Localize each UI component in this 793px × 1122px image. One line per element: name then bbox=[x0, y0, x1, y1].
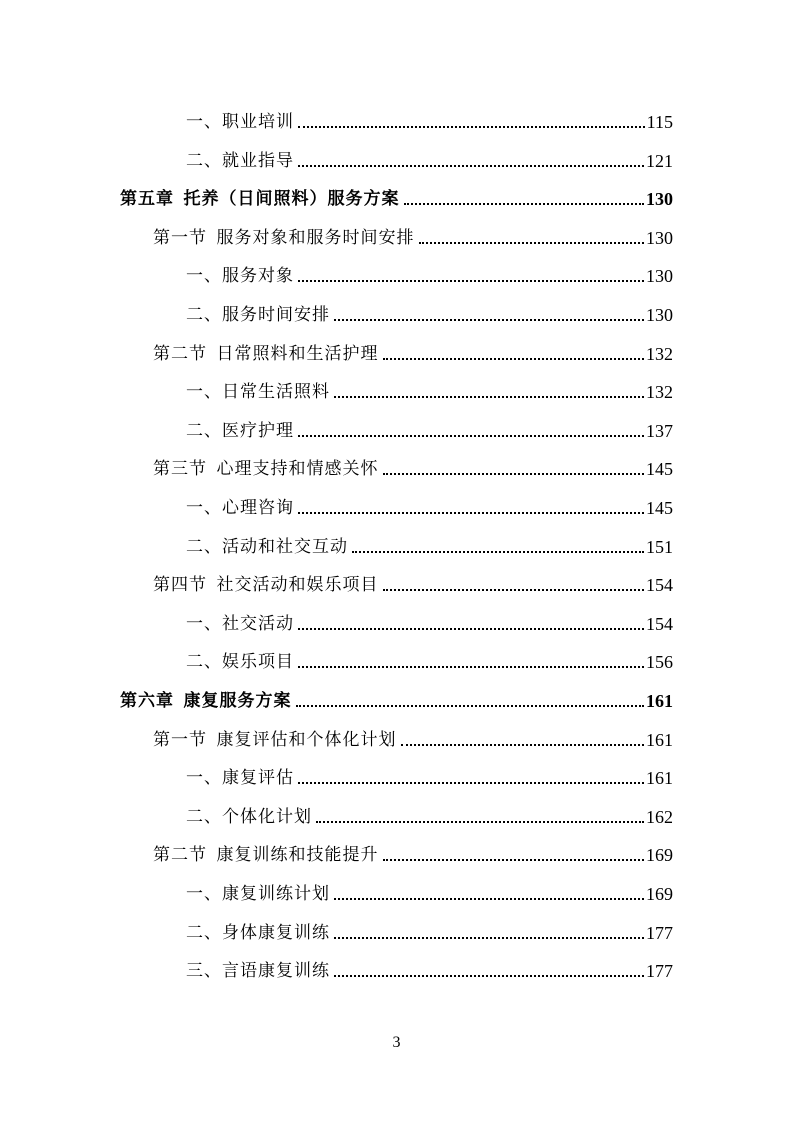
toc-entry-title: 服务对象和服务时间安排 bbox=[216, 228, 415, 248]
dot-leader bbox=[298, 126, 645, 128]
dot-leader bbox=[298, 512, 644, 514]
toc-entry-page: 156 bbox=[646, 652, 673, 672]
toc-entry-title: 服务时间安排 bbox=[222, 305, 330, 325]
toc-entry-title: 康复训练和技能提升 bbox=[216, 845, 379, 865]
toc-entry-title: 就业指导 bbox=[222, 151, 294, 171]
toc-entry-title: 康复训练计划 bbox=[222, 884, 330, 904]
toc-entry-number: 一、 bbox=[186, 884, 222, 904]
toc-entry-label bbox=[186, 768, 294, 788]
toc-entry-label bbox=[186, 652, 294, 672]
toc-entry-page: 169 bbox=[646, 845, 673, 865]
toc-entry-page: 161 bbox=[646, 768, 673, 788]
toc-entry-label bbox=[153, 228, 415, 248]
toc-entry-label bbox=[186, 382, 330, 402]
toc-entry-title: 日常照料和生活护理 bbox=[216, 344, 379, 364]
toc-entry-title: 活动和社交互动 bbox=[222, 537, 348, 557]
toc-entry-label bbox=[186, 305, 330, 325]
toc-entry-page: 145 bbox=[646, 498, 673, 518]
toc-entry-page: 132 bbox=[646, 382, 673, 402]
toc-entry[interactable] bbox=[120, 179, 673, 209]
toc-entry[interactable] bbox=[153, 334, 673, 364]
toc-entry[interactable] bbox=[186, 256, 673, 286]
toc-entry[interactable] bbox=[186, 372, 673, 402]
toc-entry-title: 康复服务方案 bbox=[183, 691, 292, 711]
dot-leader bbox=[298, 280, 644, 282]
toc-entry-number: 一、 bbox=[186, 614, 222, 634]
toc-entry-page: 161 bbox=[646, 691, 673, 711]
toc-entry-title: 康复评估 bbox=[222, 768, 294, 788]
toc-entry-number: 二、 bbox=[186, 421, 222, 441]
toc-entry-title: 社交活动和娱乐项目 bbox=[216, 575, 379, 595]
dot-leader bbox=[383, 473, 645, 475]
toc-entry-label bbox=[186, 884, 330, 904]
toc-entry-label bbox=[186, 961, 330, 981]
toc-entry-label bbox=[153, 344, 379, 364]
toc-entry[interactable] bbox=[186, 951, 673, 981]
toc-entry-title: 托养（日间照料）服务方案 bbox=[183, 189, 400, 209]
toc-entry-page: 121 bbox=[646, 151, 673, 171]
toc-entry-number: 第三节 bbox=[153, 459, 207, 479]
toc-entry-label bbox=[186, 151, 294, 171]
toc-entry-number: 二、 bbox=[186, 652, 222, 672]
toc-entry[interactable] bbox=[186, 758, 673, 788]
toc-entry-number: 一、 bbox=[186, 266, 222, 286]
toc-entry[interactable] bbox=[120, 681, 673, 711]
dot-leader bbox=[334, 975, 644, 977]
page-number: 3 bbox=[392, 1034, 401, 1051]
toc-entry[interactable] bbox=[186, 295, 673, 325]
toc-entry-page: 145 bbox=[646, 459, 673, 479]
toc-entry-label bbox=[186, 807, 312, 827]
toc-entry-number: 第二节 bbox=[153, 845, 207, 865]
dot-leader bbox=[383, 589, 645, 591]
toc-entry-label bbox=[120, 691, 292, 711]
toc-entry-page: 162 bbox=[646, 807, 673, 827]
toc-entry-number: 第五章 bbox=[120, 189, 174, 209]
toc-entry-number: 一、 bbox=[186, 768, 222, 788]
dot-leader bbox=[383, 859, 645, 861]
toc-entry-page: 130 bbox=[646, 189, 673, 209]
toc-entry-number: 第四节 bbox=[153, 575, 207, 595]
toc-entry-title: 职业培训 bbox=[222, 112, 294, 132]
toc-entry-number: 一、 bbox=[186, 498, 222, 518]
toc-entry-title: 身体康复训练 bbox=[222, 923, 330, 943]
toc-entry-label bbox=[186, 537, 348, 557]
toc-entry[interactable] bbox=[186, 642, 673, 672]
toc-entry-number: 二、 bbox=[186, 923, 222, 943]
dot-leader bbox=[334, 319, 644, 321]
toc-entry[interactable] bbox=[153, 835, 673, 865]
toc-entry-page: 154 bbox=[646, 614, 673, 634]
toc-entry-number: 二、 bbox=[186, 537, 222, 557]
toc-entry[interactable] bbox=[186, 488, 673, 518]
toc-entry-label bbox=[186, 923, 330, 943]
toc-entry[interactable] bbox=[153, 449, 673, 479]
dot-leader bbox=[383, 358, 645, 360]
toc-entry-label bbox=[186, 112, 294, 132]
toc-entry-label bbox=[153, 575, 379, 595]
toc-entry-title: 娱乐项目 bbox=[222, 652, 294, 672]
toc-entry-page: 137 bbox=[646, 421, 673, 441]
toc-entry-page: 154 bbox=[646, 575, 673, 595]
toc-entry-page: 115 bbox=[646, 112, 673, 132]
dot-leader bbox=[419, 242, 645, 244]
dot-leader bbox=[298, 666, 644, 668]
toc-entry-title: 个体化计划 bbox=[222, 807, 312, 827]
dot-leader bbox=[334, 937, 644, 939]
toc-entry[interactable] bbox=[153, 218, 673, 248]
toc-entry-page: 177 bbox=[646, 923, 673, 943]
dot-leader bbox=[316, 821, 644, 823]
toc-entry-number: 一、 bbox=[186, 382, 222, 402]
toc-entry[interactable] bbox=[186, 913, 673, 943]
dot-leader bbox=[296, 705, 645, 707]
toc-entry-number: 一、 bbox=[186, 112, 222, 132]
toc-entry[interactable] bbox=[186, 102, 673, 132]
dot-leader bbox=[298, 165, 644, 167]
toc-entry-page: 130 bbox=[646, 228, 673, 248]
toc-entry-label bbox=[120, 189, 400, 209]
toc-entry[interactable] bbox=[186, 411, 673, 441]
toc-entry-label bbox=[186, 266, 294, 286]
toc-entry-title: 心理支持和情感关怀 bbox=[216, 459, 379, 479]
toc-entry-title: 心理咨询 bbox=[222, 498, 294, 518]
toc-entry-title: 社交活动 bbox=[222, 614, 294, 634]
dot-leader bbox=[334, 898, 644, 900]
toc-entry-number: 第一节 bbox=[153, 730, 207, 750]
toc-entry-title: 医疗护理 bbox=[222, 421, 294, 441]
toc-entry[interactable] bbox=[186, 141, 673, 171]
toc-entry-number: 第一节 bbox=[153, 228, 207, 248]
toc-entry[interactable] bbox=[186, 527, 673, 557]
toc-entry-title: 日常生活照料 bbox=[222, 382, 330, 402]
toc-entry-number: 二、 bbox=[186, 807, 222, 827]
toc-entry-page: 151 bbox=[646, 537, 673, 557]
toc-entry[interactable] bbox=[186, 874, 673, 904]
toc-entry-page: 132 bbox=[646, 344, 673, 364]
toc-entry-page: 130 bbox=[646, 305, 673, 325]
toc-entry[interactable] bbox=[186, 797, 673, 827]
toc-entry[interactable] bbox=[186, 604, 673, 634]
toc-entry-label bbox=[153, 845, 379, 865]
dot-leader bbox=[298, 435, 644, 437]
dot-leader bbox=[298, 782, 644, 784]
toc-entry[interactable] bbox=[153, 720, 673, 750]
toc-entry-label bbox=[186, 421, 294, 441]
toc-entry-number: 第六章 bbox=[120, 691, 174, 711]
toc-entry-page: 169 bbox=[646, 884, 673, 904]
toc-entry-title: 康复评估和个体化计划 bbox=[216, 730, 397, 750]
dot-leader bbox=[401, 744, 645, 746]
dot-leader bbox=[334, 396, 644, 398]
toc-entry-number: 二、 bbox=[186, 305, 222, 325]
toc-entry-label bbox=[186, 498, 294, 518]
toc-entry-title: 言语康复训练 bbox=[222, 961, 330, 981]
toc-entry-title: 服务对象 bbox=[222, 266, 294, 286]
toc-entry[interactable] bbox=[153, 565, 673, 595]
toc-entry-number: 三、 bbox=[186, 961, 222, 981]
dot-leader bbox=[298, 628, 644, 630]
toc-entry-label bbox=[153, 459, 379, 479]
toc-entry-page: 177 bbox=[646, 961, 673, 981]
toc-entry-page: 130 bbox=[646, 266, 673, 286]
toc-entry-page: 161 bbox=[646, 730, 673, 750]
toc-entry-label bbox=[153, 730, 397, 750]
toc-entry-label bbox=[186, 614, 294, 634]
dot-leader bbox=[352, 551, 644, 553]
toc-entry-number: 第二节 bbox=[153, 344, 207, 364]
toc-entry-number: 二、 bbox=[186, 151, 222, 171]
dot-leader bbox=[404, 203, 645, 205]
